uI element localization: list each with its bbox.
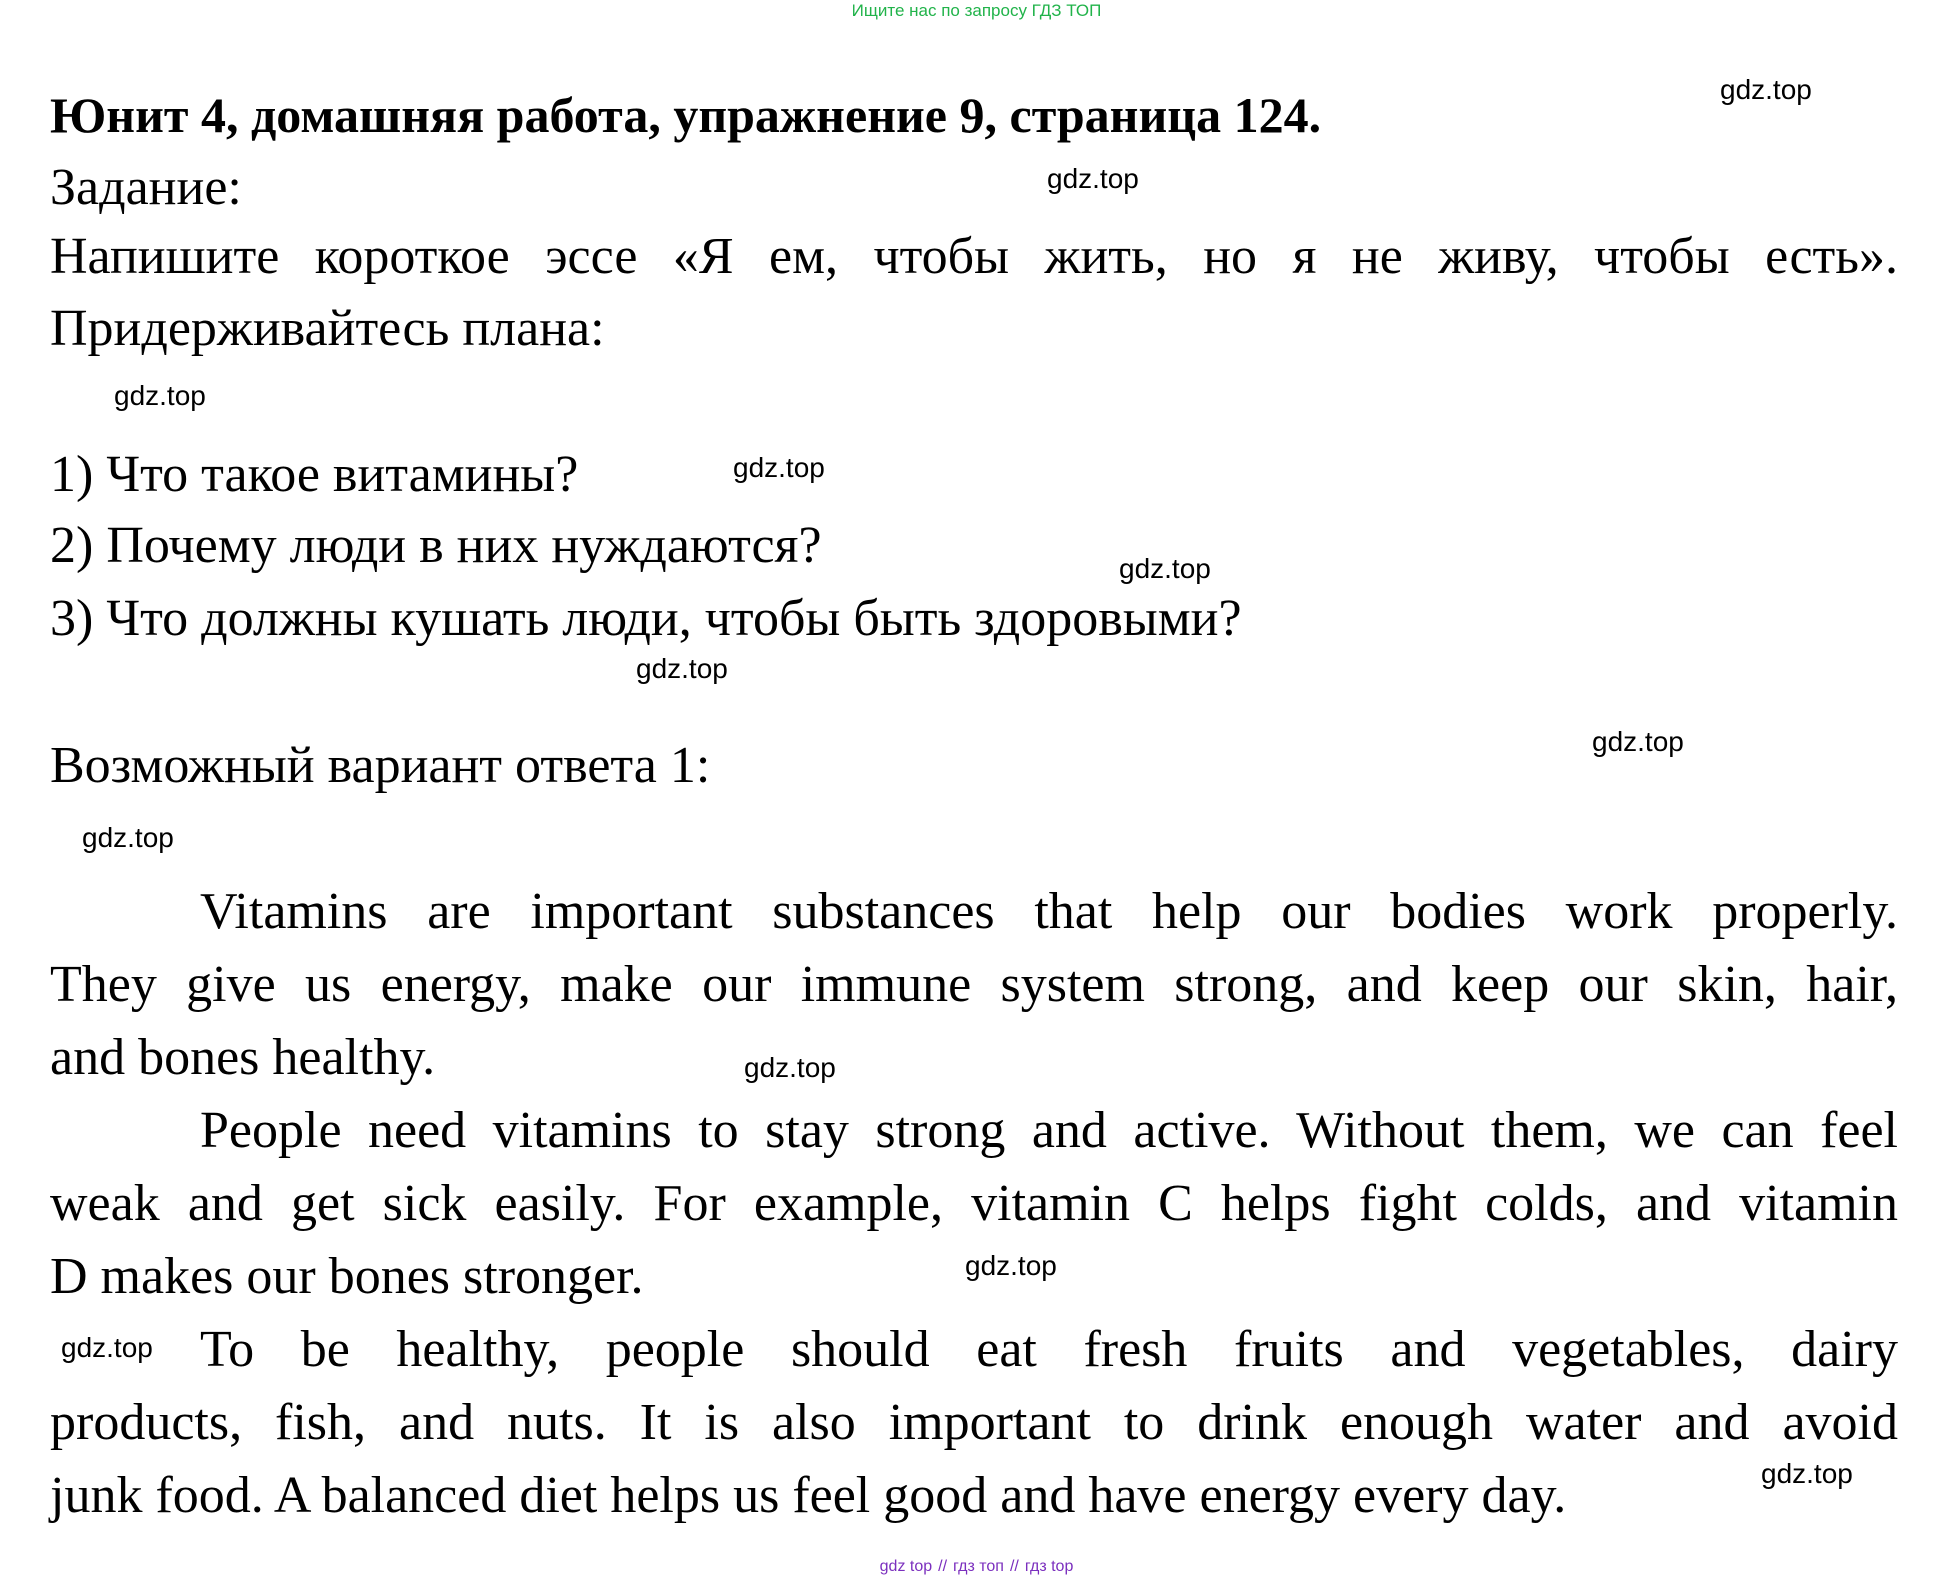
essay-p3-line-1: To be healthy, people should eat fresh fruits and vegetables, dairy xyxy=(200,1321,1898,1378)
watermark: gdz.top xyxy=(744,1052,836,1083)
footer-link-gdz-top-mixed[interactable]: гдз top xyxy=(1024,1558,1074,1575)
footer-link-gdz-top[interactable]: gdz top xyxy=(879,1558,933,1575)
watermark: gdz.top xyxy=(61,1332,153,1363)
watermark: gdz.top xyxy=(1592,726,1684,757)
task-label: Задание: xyxy=(50,159,242,216)
essay-p1-line-3: and bones healthy. xyxy=(50,1029,436,1086)
watermark: gdz.top xyxy=(1720,74,1812,105)
watermark: gdz.top xyxy=(114,380,206,411)
watermark: gdz.top xyxy=(636,653,728,684)
top-banner[interactable]: Ищите нас по запросу ГДЗ ТОП xyxy=(851,1,1102,20)
essay-p1-line-2: They give us energy, make our immune system strong, and keep our skin, hair, xyxy=(50,956,1898,1013)
watermark: gdz.top xyxy=(1119,553,1211,584)
watermark: gdz.top xyxy=(733,452,825,483)
watermark: gdz.top xyxy=(1761,1458,1853,1489)
essay-p2-line-2: weak and get sick easily. For example, vitamin C helps fight colds, and vitamin xyxy=(50,1175,1898,1232)
essay-p3-line-3: junk food. A balanced diet helps us feel good and have energy every day. xyxy=(50,1467,1567,1524)
task-text-line-1: Напишите короткое эссе «Я ем, чтобы жить, но я не живу, чтобы есть». xyxy=(50,228,1898,285)
footer-link-gdz-top-ru[interactable]: гдз топ xyxy=(953,1558,1004,1575)
page-title: Юнит 4, домашняя работа, упражнение 9, страница 124. xyxy=(50,87,1322,143)
essay-p2-line-3: D makes our bones stronger. xyxy=(50,1248,644,1305)
footer-separator: // xyxy=(1009,1558,1019,1575)
footer-links xyxy=(0,1557,1953,1577)
watermark: gdz.top xyxy=(1047,163,1139,194)
watermark: gdz.top xyxy=(965,1250,1057,1281)
essay-p1-line-1: Vitamins are important substances that help our bodies work properly. xyxy=(200,883,1898,940)
plan-item-3: 3) Что должны кушать люди, чтобы быть здоровыми? xyxy=(50,590,1242,647)
essay-p2-line-1: People need vitamins to stay strong and active. Without them, we can feel xyxy=(200,1102,1898,1159)
plan-item-1: 1) Что такое витамины? xyxy=(50,446,579,503)
watermark: gdz.top xyxy=(82,822,174,853)
plan-item-2: 2) Почему люди в них нуждаются? xyxy=(50,517,822,574)
essay-p3-line-2: products, fish, and nuts. It is also important to drink enough water and avoid xyxy=(50,1394,1898,1451)
answer-label: Возможный вариант ответа 1: xyxy=(50,737,711,794)
task-text-line-2: Придерживайтесь плана: xyxy=(50,300,605,357)
footer-separator: // xyxy=(938,1558,948,1575)
